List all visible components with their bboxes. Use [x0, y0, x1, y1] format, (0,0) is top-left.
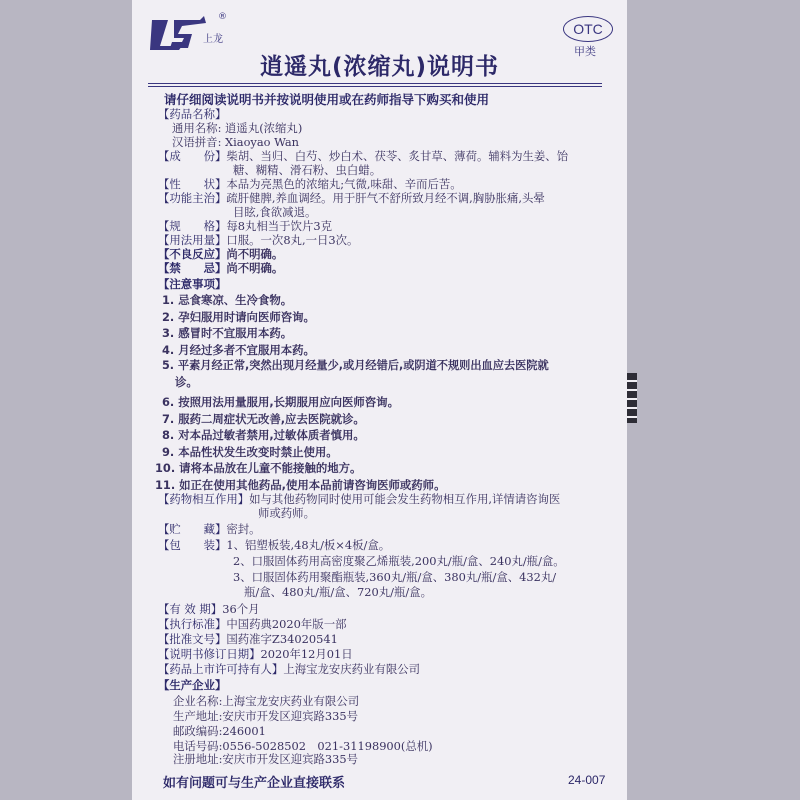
- value-indications-2: 目眩,食欲减退。: [233, 205, 317, 219]
- precaution-item: 1. 忌食寒凉、生冷食物。: [162, 293, 293, 307]
- label-validity: 【有 效 期】: [158, 602, 223, 616]
- document-code: 24-007: [568, 773, 606, 787]
- value-spec: 每8丸相当于饮片3克: [226, 219, 332, 233]
- label-character: 【性 状】: [158, 177, 227, 191]
- label-manufacturer: 【生产企业】: [158, 678, 227, 692]
- value-ingredients-1: 柴胡、当归、白芍、炒白术、茯苓、炙甘草、薄荷。辅料为生姜、饴: [226, 149, 569, 163]
- label-dosage: 【用法用量】: [158, 233, 227, 247]
- value-ingredients-2: 糖、糊精、滑石粉、虫白蜡。: [233, 163, 382, 177]
- otc-class-label: 甲类: [574, 45, 596, 58]
- otc-badge: OTC: [563, 16, 613, 42]
- usage-notice: 请仔细阅读说明书并按说明使用或在药师指导下购买和使用: [164, 92, 490, 107]
- package-line: 3、口服固体药用聚酯瓶装,360丸/瓶/盒、380丸/瓶/盒、432丸/: [233, 570, 557, 584]
- registered-mark: ®: [218, 12, 227, 22]
- label-common-name: 通用名称:: [172, 121, 222, 135]
- precaution-item: 10. 请将本品放在儿童不能接触的地方。: [155, 461, 362, 475]
- package-line: 1、铝塑板装,48丸/板×4板/盒。: [226, 538, 391, 552]
- mfr-value: 0556-5028502 021-31198900(总机): [222, 739, 433, 753]
- mfr-key: 注册地址:: [173, 752, 223, 766]
- label-indications: 【功能主治】: [158, 191, 227, 205]
- value-approval: 国药准字Z34020541: [226, 632, 338, 646]
- label-interaction: 【药物相互作用】: [158, 492, 250, 506]
- precaution-item-continued: 诊。: [175, 375, 198, 389]
- label-adverse: 【不良反应】: [158, 247, 227, 261]
- value-character: 本品为亮黑色的浓缩丸;气微,味甜、辛而后苦。: [226, 177, 462, 191]
- label-drug-name: 【药品名称】: [158, 107, 227, 121]
- mfr-value: 安庆市开发区迎宾路335号: [222, 752, 359, 766]
- mfr-value: 上海宝龙安庆药业有限公司: [222, 694, 360, 708]
- value-indications-1: 疏肝健脾,养血调经。用于肝气不舒所致月经不调,胸胁胀痛,头晕: [226, 191, 545, 205]
- label-ingredients: 【成 份】: [158, 149, 227, 163]
- value-validity: 36个月: [222, 602, 260, 616]
- value-common-name: 逍遥丸(浓缩丸): [225, 121, 303, 135]
- label-standard: 【执行标准】: [158, 617, 227, 631]
- precaution-item: 2. 孕妇服用时请向医师咨询。: [162, 310, 315, 324]
- precaution-item: 6. 按照用法用量服用,长期服用应向医师咨询。: [162, 395, 399, 409]
- label-contraindications: 【禁 忌】: [158, 261, 227, 275]
- value-revision-date: 2020年12月01日: [260, 647, 353, 661]
- value-adverse: 尚不明确。: [226, 247, 284, 261]
- package-line: 瓶/盒、480丸/瓶/盒、720丸/瓶/盒。: [244, 585, 432, 599]
- value-standard: 中国药典2020年版一部: [226, 617, 347, 631]
- precaution-item: 8. 对本品过敏者禁用,过敏体质者慎用。: [162, 428, 365, 442]
- value-pinyin: Xiaoyao Wan: [225, 135, 299, 149]
- label-pinyin: 汉语拼音:: [172, 135, 222, 149]
- value-interaction-2: 师或药师。: [258, 506, 315, 520]
- value-interaction-1: 如与其他药物同时使用可能会发生药物相互作用,详情请咨询医: [249, 492, 561, 506]
- precaution-item: 3. 感冒时不宜服用本药。: [162, 326, 293, 340]
- precaution-item: 7. 服药二周症状无改善,应去医院就诊。: [162, 412, 365, 426]
- label-marketing-holder: 【药品上市许可持有人】: [158, 662, 284, 676]
- brand-sub-text: 上龙: [203, 34, 223, 45]
- value-dosage: 口服。一次8丸,一日3次。: [226, 233, 359, 247]
- contact-note: 如有问题可与生产企业直接联系: [163, 776, 346, 791]
- mfr-key: 邮政编码:: [173, 724, 223, 738]
- package-line: 2、口服固体药用高密度聚乙烯瓶装,200丸/瓶/盒、240丸/瓶/盒。: [233, 554, 565, 568]
- mfr-value: 246001: [222, 724, 266, 738]
- label-package: 【包 装】: [158, 538, 227, 552]
- mfr-key: 生产地址:: [173, 709, 223, 723]
- precaution-item: 11. 如正在使用其他药品,使用本品前请咨询医师或药师。: [155, 478, 446, 492]
- value-contraindications: 尚不明确。: [226, 261, 284, 275]
- label-approval: 【批准文号】: [158, 632, 227, 646]
- label-storage: 【贮 藏】: [158, 522, 227, 536]
- precaution-item: 5. 平素月经正常,突然出现月经量少,或月经错后,或阴道不规则出血应去医院就: [162, 359, 549, 372]
- mfr-key: 电话号码:: [173, 739, 223, 753]
- label-revision-date: 【说明书修订日期】: [158, 647, 261, 661]
- edge-index-tab: [627, 373, 637, 423]
- leaflet-title: 逍遥丸(浓缩丸)说明书: [260, 54, 500, 80]
- header-rule-2: [148, 86, 602, 87]
- precaution-item: 9. 本品性状发生改变时禁止使用。: [162, 445, 338, 459]
- value-storage: 密封。: [226, 522, 261, 536]
- mfr-value: 安庆市开发区迎宾路335号: [222, 709, 359, 723]
- label-spec: 【规 格】: [158, 219, 227, 233]
- precaution-item: 4. 月经过多者不宜服用本药。: [162, 343, 315, 357]
- value-marketing-holder: 上海宝龙安庆药业有限公司: [283, 662, 421, 676]
- label-precautions: 【注意事项】: [158, 277, 227, 291]
- header-rule: [148, 83, 602, 84]
- mfr-key: 企业名称:: [173, 694, 223, 708]
